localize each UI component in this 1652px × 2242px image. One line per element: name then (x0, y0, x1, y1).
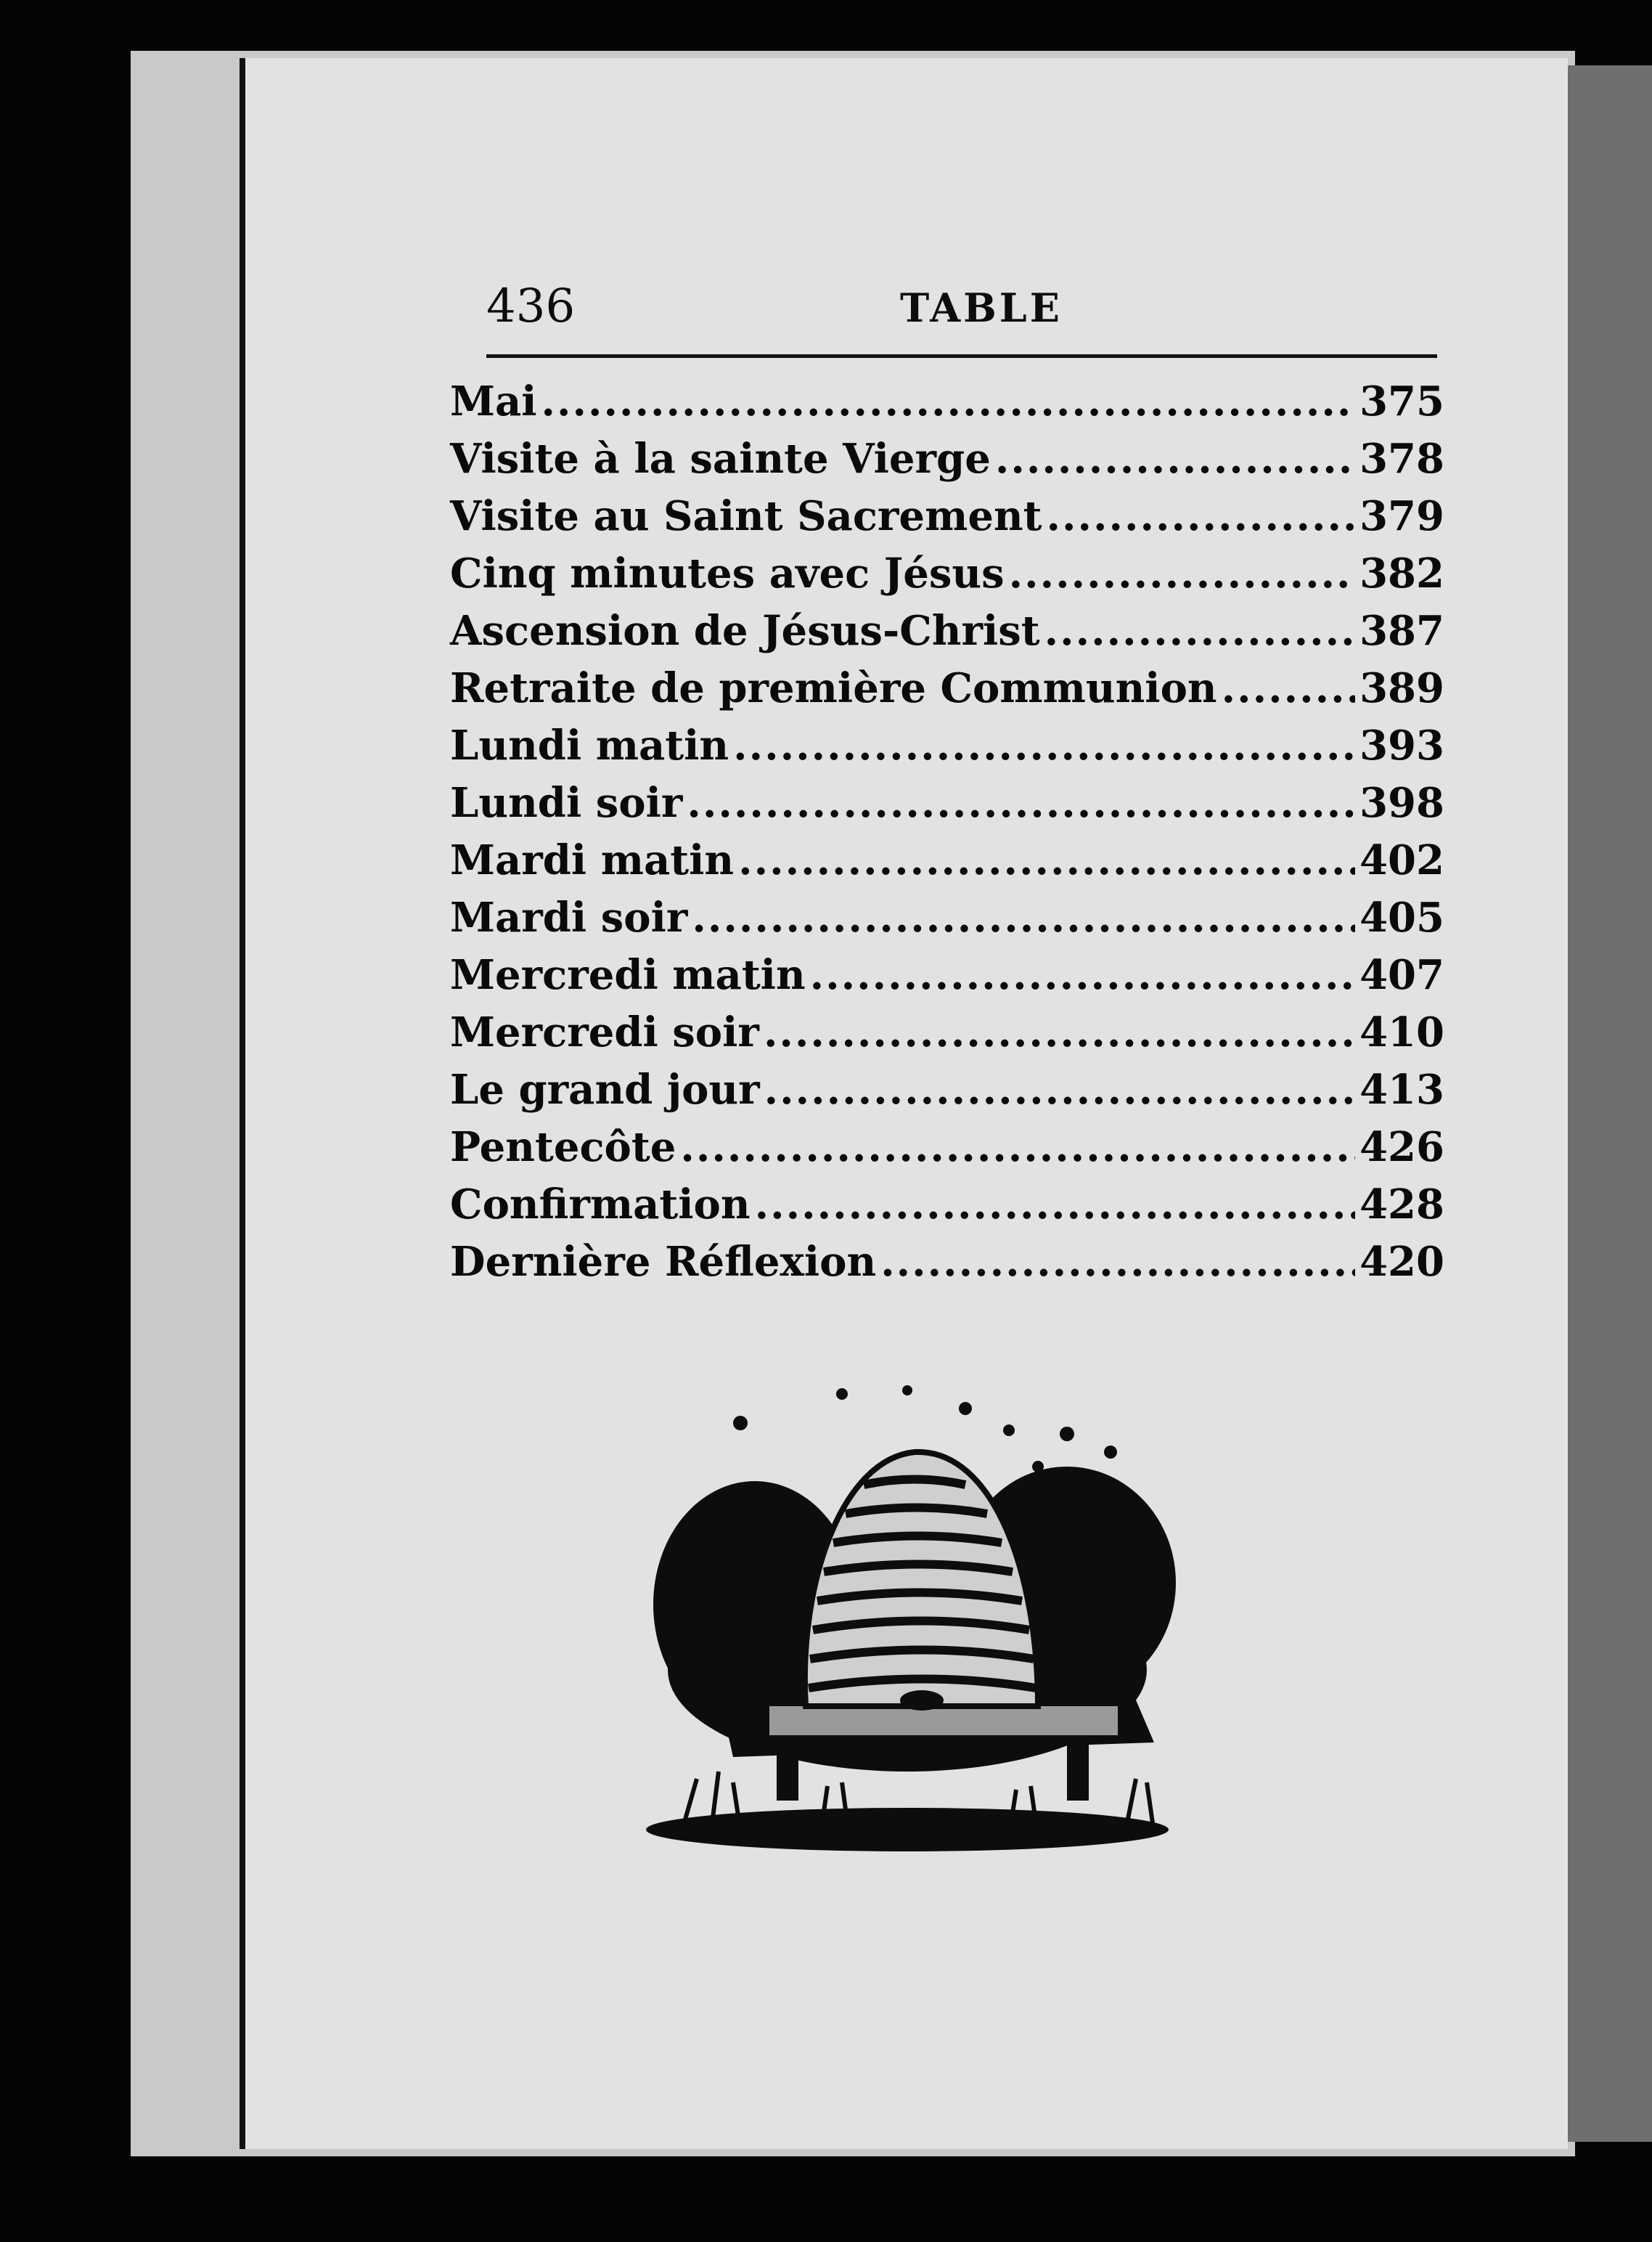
toc-entry-page: 378 (1359, 435, 1444, 483)
toc-entry-title: Cinq minutes avec Jésus (450, 550, 1005, 598)
toc-entry (450, 1066, 1444, 1123)
toc-entry-page: 410 (1359, 1008, 1444, 1056)
dot-leader (764, 1008, 1355, 1056)
dot-leader (692, 894, 1355, 942)
dot-leader (764, 1066, 1355, 1114)
toc-entry-page: 426 (1359, 1123, 1444, 1171)
toc-entry-title: Lundi soir (450, 779, 683, 827)
toc-entry-page: 393 (1359, 722, 1444, 770)
table-of-contents (450, 378, 1444, 1295)
toc-entry-title: Mardi soir (450, 894, 688, 942)
toc-entry (450, 492, 1444, 550)
toc-entry (450, 951, 1444, 1008)
toc-entry-page: 379 (1359, 492, 1444, 540)
toc-entry-page: 382 (1359, 550, 1444, 598)
dot-leader (1009, 550, 1355, 598)
toc-entry-page: 375 (1359, 378, 1444, 425)
toc-entry-page: 402 (1359, 836, 1444, 884)
dot-leader (541, 378, 1356, 425)
toc-entry-page: 407 (1359, 951, 1444, 999)
dot-leader (1047, 492, 1356, 540)
toc-entry-title: Confirmation (450, 1181, 751, 1228)
toc-entry-page: 420 (1359, 1238, 1444, 1286)
dot-leader (687, 779, 1355, 827)
toc-entry-page: 428 (1359, 1181, 1444, 1228)
toc-entry-title: Ascension de Jésus-Christ (450, 607, 1040, 655)
running-title: TABLE (900, 285, 1063, 331)
dot-leader (680, 1123, 1355, 1171)
toc-entry (450, 1123, 1444, 1181)
dot-leader (1044, 607, 1355, 655)
toc-entry-title: Le grand jour (450, 1066, 760, 1114)
toc-entry-title: Mercredi matin (450, 951, 806, 999)
toc-entry (450, 1008, 1444, 1066)
dot-leader (880, 1238, 1355, 1286)
toc-entry (450, 722, 1444, 779)
toc-entry-title: Mai (450, 378, 537, 425)
toc-entry (450, 435, 1444, 492)
toc-entry-title: Visite au Saint Sacrement (450, 492, 1042, 540)
toc-entry-page: 405 (1359, 894, 1444, 942)
toc-entry-page: 387 (1359, 607, 1444, 655)
toc-entry-page: 398 (1359, 779, 1444, 827)
toc-entry (450, 378, 1444, 435)
toc-entry-title: Mardi matin (450, 836, 735, 884)
toc-entry-title: Dernière Réflexion (450, 1238, 877, 1286)
toc-entry (450, 1238, 1444, 1295)
adjacent-page-strip (1568, 65, 1652, 2142)
toc-entry (450, 550, 1444, 607)
toc-entry (450, 1181, 1444, 1238)
toc-entry-title: Retraite de première Communion (450, 664, 1217, 712)
dot-leader (755, 1181, 1355, 1228)
dot-leader (738, 836, 1355, 884)
toc-entry (450, 664, 1444, 722)
toc-entry (450, 836, 1444, 894)
toc-entry-title: Visite à la sainte Vierge (450, 435, 991, 483)
beehive-icon (602, 1365, 1212, 1859)
toc-entry-title: Mercredi soir (450, 1008, 759, 1056)
toc-entry (450, 779, 1444, 836)
toc-entry (450, 607, 1444, 664)
toc-entry (450, 894, 1444, 951)
toc-entry-page: 413 (1359, 1066, 1444, 1114)
page-number: 436 (486, 280, 576, 333)
toc-entry-title: Lundi matin (450, 722, 729, 770)
dot-leader (1222, 664, 1355, 712)
header-rule (486, 354, 1437, 358)
dot-leader (810, 951, 1355, 999)
toc-entry-title: Pentecôte (450, 1123, 676, 1171)
dot-leader (995, 435, 1355, 483)
toc-entry-page: 389 (1359, 664, 1444, 712)
dot-leader (733, 722, 1355, 770)
